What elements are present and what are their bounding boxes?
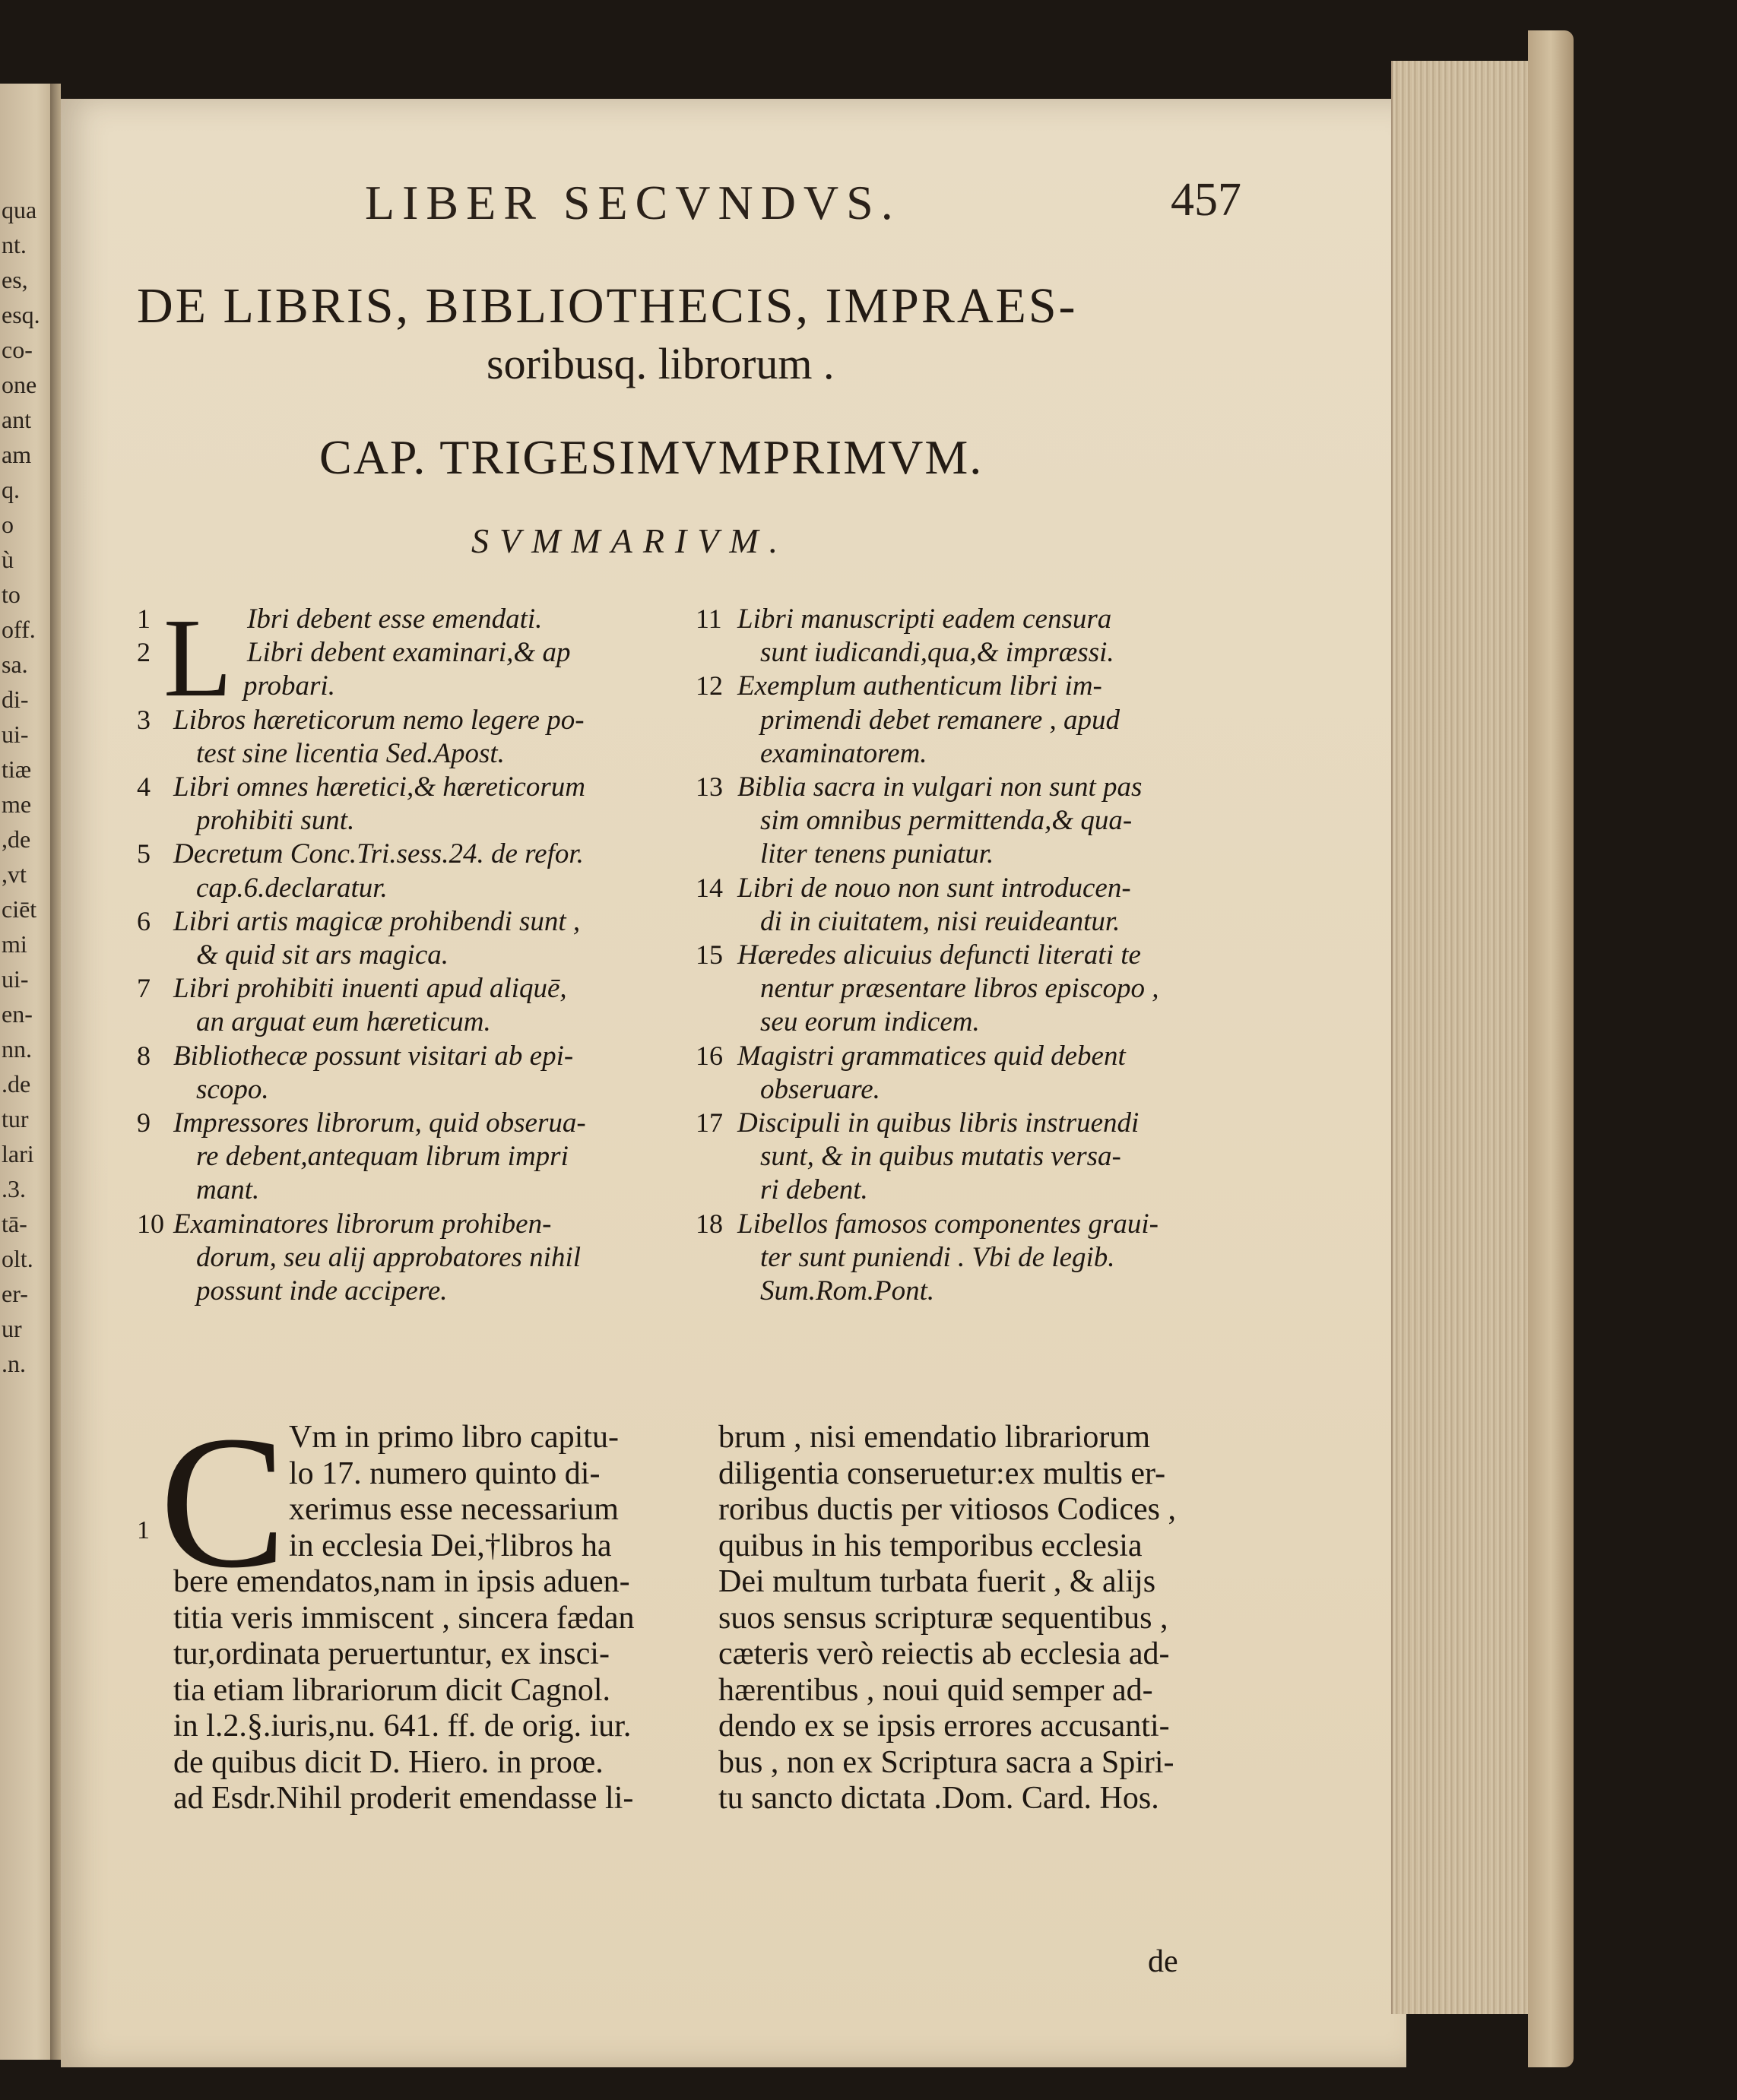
- summary-item-number: 2: [137, 637, 151, 668]
- summary-item-line: Examinatores librorum prohiben-: [173, 1208, 552, 1240]
- summary-initial-L: L: [163, 596, 233, 721]
- summary-item-number: 7: [137, 973, 151, 1004]
- body-text-line: bere emendatos,nam in ipsis aduen-: [173, 1564, 630, 1599]
- summary-item-line: Impressores librorum, quid obserua-: [173, 1107, 586, 1139]
- summary-item-number: 15: [696, 939, 723, 970]
- summary-item-line: Magistri grammatices quid debent: [737, 1040, 1126, 1072]
- summary-item-line: Libri artis magicæ prohibendi sunt ,: [173, 905, 581, 937]
- summary-item-line: Libri de nouo non sunt introducen-: [737, 872, 1131, 904]
- body-text-line: bus , non ex Scriptura sacra a Spiri-: [718, 1744, 1174, 1780]
- body-initial: C: [160, 1397, 287, 1607]
- body-text-line: suos sensus scripturæ sequentibus ,: [718, 1600, 1168, 1636]
- facing-page-fragment: ,vt: [2, 860, 27, 888]
- summary-item-line: Decretum Conc.Tri.sess.24. de refor.: [173, 838, 584, 870]
- body-text-line: quibus in his temporibus ecclesia: [718, 1528, 1143, 1563]
- summary-item-line: Discipuli in quibus libris instruendi: [737, 1107, 1140, 1139]
- summary-item-line: Libellos famosos componentes graui-: [737, 1208, 1159, 1240]
- summary-item-line: Libri omnes hæretici,& hæreticorum: [173, 771, 585, 803]
- body-text-line: Dei multum turbata fuerit , & alijs: [718, 1564, 1156, 1599]
- summary-item-line: cap.6.declaratur.: [196, 872, 388, 904]
- summary-item-line: test sine licentia Sed.Apost.: [196, 737, 505, 769]
- facing-page-fragment: me: [2, 790, 32, 818]
- summary-item-line: ter sunt puniendi . Vbi de legib.: [760, 1241, 1115, 1273]
- catchword: de: [1148, 1944, 1178, 1979]
- body-text-line: Vm in primo libro capitu-: [289, 1420, 619, 1455]
- summary-item-line: dorum, seu alij approbatores nihil: [196, 1241, 582, 1273]
- facing-page-fragment: ur: [2, 1315, 22, 1342]
- summary-item-line: mant.: [196, 1174, 260, 1206]
- summary-item-line: Libri debent examinari,& ap: [247, 637, 571, 669]
- summary-item-number: 9: [137, 1107, 151, 1138]
- summary-item-line: Ibri debent esse emendati.: [247, 603, 543, 635]
- facing-page-fragment: ui-: [2, 965, 29, 993]
- summary-item-line: Hæredes alicuius defuncti literati te: [737, 939, 1141, 971]
- facing-page-fragment: .de: [2, 1070, 31, 1098]
- facing-page-fragment: di-: [2, 686, 29, 713]
- body-text-line: lo 17. numero quinto di-: [289, 1455, 601, 1491]
- facing-page-fragment: es,: [2, 266, 28, 293]
- summary-item-line: di in ciuitatem, nisi reuideantur.: [760, 905, 1120, 937]
- summary-item-number: 4: [137, 771, 151, 802]
- summary-item-line: ri debent.: [760, 1174, 868, 1206]
- summary-item-number: 12: [696, 670, 723, 702]
- summary-item-line: nentur præsentare libros episcopo ,: [760, 973, 1159, 1005]
- body-text-line: tia etiam librariorum dicit Cagnol.: [173, 1672, 611, 1708]
- facing-page-fragment: q.: [2, 476, 20, 503]
- summary-item-number: 8: [137, 1040, 151, 1071]
- summary-item-number: 1: [137, 603, 151, 634]
- facing-page-fragment: nt.: [2, 231, 27, 258]
- summary-item-line: Sum.Rom.Pont.: [760, 1275, 935, 1307]
- summary-item-line: sunt, & in quibus mutatis versa-: [760, 1141, 1121, 1173]
- summary-item-line: Libri manuscripti eadem censura: [737, 603, 1112, 635]
- summary-item-line: an arguat eum hæreticum.: [196, 1006, 491, 1038]
- body-text-line: in ecclesia Dei,†libros ha: [289, 1528, 612, 1563]
- facing-page-fragment: tiæ: [2, 755, 32, 783]
- chapter-title-line2: soribusq. librorum .: [487, 339, 835, 388]
- summary-item-number: 17: [696, 1107, 723, 1138]
- body-text-line: xerimus esse necessarium: [289, 1492, 619, 1527]
- body-text-line: roribus ductis per vitiosos Codices ,: [718, 1492, 1176, 1527]
- facing-page-fragment: am: [2, 441, 32, 468]
- facing-page-fragment: lari: [2, 1140, 34, 1167]
- facing-page-fragment: ,de: [2, 825, 31, 853]
- facing-page-fragment: tur: [2, 1105, 29, 1132]
- summary-item-number: 5: [137, 838, 151, 869]
- summary-item-line: examinatorem.: [760, 737, 927, 769]
- facing-page-fragment: ui-: [2, 721, 29, 748]
- facing-page-fragment: esq.: [2, 301, 40, 328]
- summary-item-line: prohibiti sunt.: [196, 805, 355, 837]
- body-text-line: diligentia conseruetur:ex multis er-: [718, 1455, 1166, 1491]
- facing-page-fragment: qua: [2, 196, 37, 223]
- body-text-line: tur,ordinata peruertuntur, ex insci-: [173, 1636, 610, 1671]
- summary-item-line: sim omnibus permittenda,& qua-: [760, 805, 1133, 837]
- facing-page-fragment: en-: [2, 1000, 33, 1028]
- chapter-title-line1: DE LIBRIS, BIBLIOTHECIS, IMPRAES-: [137, 278, 1078, 334]
- body-marginal-number: 1: [137, 1516, 150, 1544]
- body-text-line: ad Esdr.Nihil proderit emendasse li-: [173, 1781, 634, 1816]
- summary-item-line: scopo.: [196, 1073, 269, 1105]
- summary-item-number: 3: [137, 704, 151, 735]
- body-text-line: dendo ex se ipsis errores accusanti-: [718, 1709, 1170, 1744]
- facing-page-fragment: off.: [2, 616, 36, 643]
- chapter-heading: CAP. TRIGESIMVMPRIMVM.: [319, 430, 984, 484]
- facing-page-fragment: ù: [2, 546, 14, 573]
- body-text-line: brum , nisi emendatio librariorum: [718, 1420, 1151, 1455]
- summary-item-line: Biblia sacra in vulgari non sunt pas: [737, 771, 1143, 803]
- summary-heading: SVMMARIVM.: [471, 521, 789, 560]
- page-number: 457: [1171, 174, 1241, 226]
- summary-item-number: 6: [137, 905, 151, 936]
- facing-page-fragment: nn.: [2, 1035, 32, 1063]
- running-title: LIBER SECVNDVS.: [365, 176, 901, 230]
- summary-item-line: seu eorum indicem.: [760, 1006, 980, 1038]
- facing-page-fragment: o: [2, 511, 14, 538]
- facing-page-fragment: mi: [2, 930, 27, 958]
- facing-page-fragment: co-: [2, 336, 33, 363]
- summary-item-line: primendi debet remanere , apud: [760, 704, 1120, 736]
- facing-page-fragment: one: [2, 371, 37, 398]
- summary-item-line: Bibliothecæ possunt visitari ab epi-: [173, 1040, 574, 1072]
- body-text-line: titia veris immiscent , sincera fædan: [173, 1600, 635, 1636]
- facing-page-fragment: to: [2, 581, 21, 608]
- summary-item-line: possunt inde accipere.: [196, 1275, 448, 1307]
- summary-item-line: Exemplum authenticum libri im-: [737, 670, 1102, 702]
- facing-page-fragment: .3.: [2, 1175, 26, 1202]
- facing-page-fragment: ciēt: [2, 895, 37, 923]
- facing-page-fragment: er-: [2, 1280, 28, 1307]
- facing-page-fragment: tā-: [2, 1210, 27, 1237]
- summary-item-number: 11: [696, 603, 722, 634]
- facing-page-fragment: .n.: [2, 1350, 26, 1377]
- summary-item-number: 13: [696, 771, 723, 802]
- book-gutter: [50, 84, 61, 2060]
- summary-item-line: Libri prohibiti inuenti apud aliquē,: [173, 973, 567, 1005]
- summary-item-number: 16: [696, 1040, 723, 1071]
- facing-page-fragment: sa.: [2, 651, 28, 678]
- summary-item-line: & quid sit ars magica.: [196, 939, 449, 971]
- facing-page-fragment: ant: [2, 406, 32, 433]
- summary-item-number: 14: [696, 872, 723, 903]
- summary-item-number: 10: [137, 1208, 164, 1239]
- summary-item-line: re debent,antequam librum impri: [196, 1141, 569, 1173]
- facing-page-fragment: olt.: [2, 1245, 33, 1272]
- summary-item-number: 18: [696, 1208, 723, 1239]
- body-text-line: cæteris verò reiectis ab ecclesia ad-: [718, 1636, 1170, 1671]
- body-text-line: hærentibus , noui quid semper ad-: [718, 1672, 1153, 1708]
- summary-item-line: obseruare.: [760, 1073, 880, 1105]
- summary-item-line: probari.: [243, 670, 335, 702]
- body-text-line: in l.2.§.iuris,nu. 641. ff. de orig. iur.: [173, 1709, 632, 1744]
- summary-item-line: Libros hæreticorum nemo legere po-: [173, 704, 585, 736]
- body-text-line: tu sancto dictata .Dom. Card. Hos.: [718, 1781, 1159, 1816]
- summary-item-line: liter tenens puniatur.: [760, 838, 994, 870]
- summary-item-line: sunt iudicandi,qua,& impræssi.: [760, 637, 1114, 669]
- book-cover-edge: [1528, 30, 1574, 2067]
- body-text-line: de quibus dicit D. Hiero. in proœ.: [173, 1744, 604, 1780]
